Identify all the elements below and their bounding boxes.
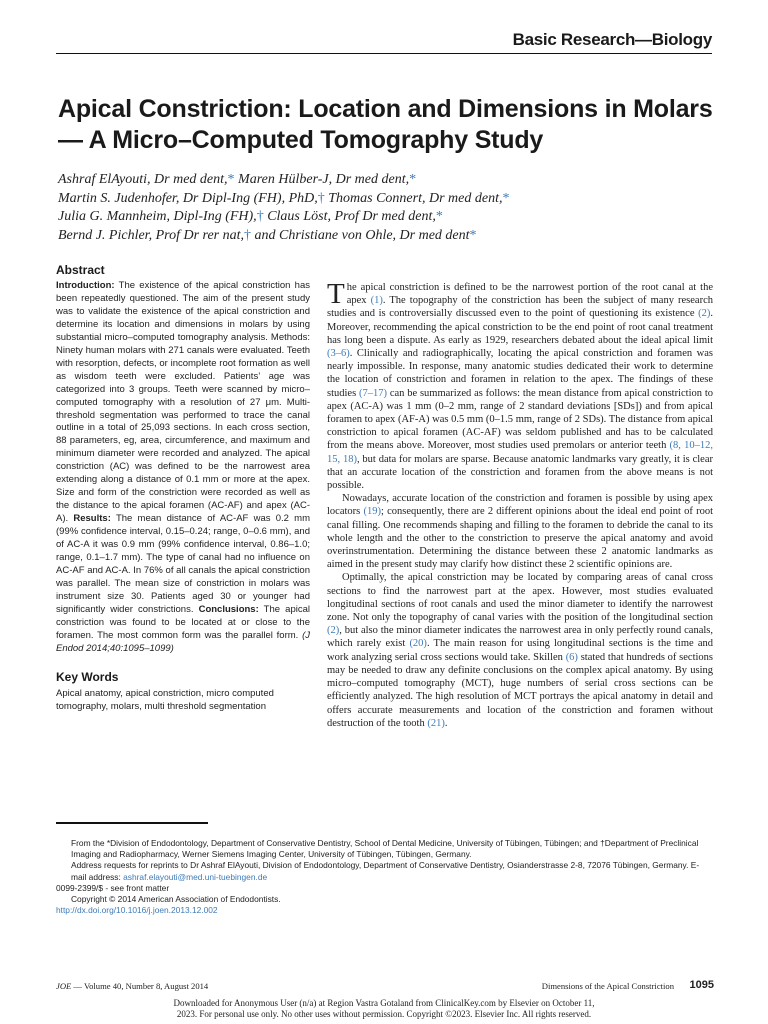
results-text: The mean distance of AC-AF was 0.2 mm (99% confidence interval, 0.15–0.24; range, 0–0.6 mm), and of AC-A it was 0.9 mm (99% confidence interval, 0.86–1.0; range, 0.1–1.7 mm). The type of canal had no influence on AC-AF and AC-A. In 76% of all canals the apical constriction was parallel. The mean size of constriction in molars was instrument size 30. Patients aged 30 or younger had significantly wider constrictions. xyxy=(56,513,310,615)
affiliation-mark[interactable]: * xyxy=(227,172,235,187)
download-notice xyxy=(0,998,768,1020)
paragraph-2 xyxy=(327,492,713,571)
author-list xyxy=(58,171,718,245)
reference-link[interactable]: (19) xyxy=(363,506,381,518)
text: Nowadays, accurate location of the constriction and foramen is possible by using apex locators xyxy=(327,493,713,518)
text: stated that hundreds of sections may be needed to draw any definite conclusions on the complex apical anatomy. By using micro–computed tomography (MCT), huge numbers of serial cross sections can be efficiently analyzed. The high resolution of MCT portrays the apical anatomy in detail and offers accurate measurements and location of the constriction and foramen without destruction of the tooth xyxy=(327,651,714,729)
reference-link[interactable]: (7–17) xyxy=(359,387,387,399)
journal-info xyxy=(56,981,208,991)
keywords-body: Apical anatomy, apical constriction, micro computed tomography, molars, multi threshold segmentation xyxy=(56,687,274,712)
doi-link[interactable]: http://dx.doi.org/10.1016/j.joen.2013.12.002 xyxy=(56,905,218,916)
author: Martin S. Judenhofer, Dr Dipl-Ing (FH), PhD, xyxy=(58,190,318,206)
author: and Christiane von Ohle, Dr med dent xyxy=(251,227,470,243)
reference-link[interactable]: (6) xyxy=(565,651,578,663)
reference-link[interactable]: (8, 10–12, 15, 18) xyxy=(327,440,714,465)
volume-info: — Volume 40, Number 8, August 2014 xyxy=(71,981,209,991)
affiliation-mark[interactable]: † xyxy=(317,190,325,206)
issn-note: 0099-2399/$ - see front matter xyxy=(56,882,170,893)
conclusions-label: Conclusions: xyxy=(193,603,259,615)
affiliation-mark[interactable]: * xyxy=(409,172,417,187)
author: Claus Löst, Prof Dr med dent, xyxy=(263,209,436,225)
text: . The topography of the constriction has been the subject of many research studies and is controversially discussed even to the point of questioning its existence xyxy=(327,295,713,320)
affiliation-mark[interactable]: * xyxy=(469,227,477,243)
affiliation-mark[interactable]: * xyxy=(502,190,510,206)
page-footer xyxy=(56,979,714,993)
reference-link[interactable]: (1) xyxy=(370,295,383,307)
journal-abbrev: JOE xyxy=(56,981,72,991)
text: . Clinically and radiographically, locating the apical constriction and foramen was nearly impossible. In response, many anatomic studies dedicated their work to determine the location of constriction and foramen in relation to the apex. The findings of these studies xyxy=(327,348,713,399)
reference-link[interactable]: (20) xyxy=(409,638,427,650)
text: can be summarized as follows: the mean distance from apical constriction to apex (AC-A) was 1 mm (0–2 mm, range of 2 standard deviations [SDs]) and from apical foramen to apex (AF-A) was 0.5 mm (0–1.5 mm, range of 2 SDs). The distance from apical constriction to apical foramen (AC-AF) was seldom published and has to be calculated from the means above. Moreover, most studies used premolars or anterior teeth xyxy=(327,387,713,452)
reference-link[interactable]: (2) xyxy=(698,308,711,320)
text: , but also the minor diameter indicates the narrowest area in only perfectly round canals, which rarely exist xyxy=(327,625,713,650)
text: Address requests for reprints to Dr Ashraf ElAyouti, Division of Endodontology, Department of Conservative Dentistry, Osianderstrasse 2-8, 72076 Tübingen, Germany. E-mail address: xyxy=(71,860,700,882)
author: Bernd J. Pichler, Prof Dr rer nat, xyxy=(58,227,244,243)
download-line: 2023. For personal use only. No other uses without permission. Copyright ©2023. Elsevier Inc. All rights reserved. xyxy=(176,1009,592,1019)
paragraph-1 xyxy=(327,278,714,492)
author: Ashraf ElAyouti, Dr med dent, xyxy=(58,172,228,187)
right-column xyxy=(327,278,714,730)
section-header: Basic Research—Biology xyxy=(56,30,712,54)
copyright-note: Copyright © 2014 American Association of Endodontists. xyxy=(71,894,281,905)
author: Julia G. Mannheim, Dipl-Ing (FH), xyxy=(58,209,257,225)
page-number: 1095 xyxy=(689,979,714,991)
conclusions-text: The apical constriction was found to be located at or close to the foramen. The most common form was the parallel form. xyxy=(56,603,310,641)
text: . The main reason for using longitudinal sections is the time and work analyzing serial cross sections would take. Skillen xyxy=(327,638,713,663)
text: he apical constriction is defined to be the narrowest portion of the root canal at the apex xyxy=(346,282,713,307)
reference-link[interactable]: (2) xyxy=(327,625,340,637)
author: Maren Hülber-J, Dr med dent, xyxy=(234,172,410,187)
affiliation-note: From the *Division of Endodontology, Department of Conservative Dentistry, School of Dental Medicine, University of Tübingen, Tübingen; and †Department of Preclinical Imaging and Radiopharmacy, Werner Siemens Imaging Center, University of Tübingen, Tübingen, Germany. xyxy=(71,838,699,860)
author: Thomas Connert, Dr med dent, xyxy=(324,190,503,206)
affiliation-mark[interactable]: † xyxy=(244,227,251,243)
abstract-heading: Abstract xyxy=(56,263,105,277)
article-title: Apical Constriction: Location and Dimensions in Molars— A Micro–Computed Tomography Study xyxy=(58,95,713,154)
intro-label: Introduction: xyxy=(56,280,115,291)
text: ; consequently, there are 2 different opinions about the ideal end point of root canal filling. One recommends shaping and filling to the foramen to debride the canal to its whole length and the other to the constriction to preserve the apical anatomy and avoid overinstrumentation. Determining the distance between these 2 anatomic landmarks as aimed in the present study may clarify how distinct these 2 scientific opinions are. xyxy=(327,506,713,571)
text: Optimally, the apical constriction may be located by comparing areas of canal cross sections to find the narrowest part at the apex. However, most studies evaluated longitudinal sections of root canals and used the minor diameter to identify the narrowest zone. Not only the topography of canal varies with the position of the longitudinal section xyxy=(327,572,713,624)
drop-cap: T xyxy=(327,278,345,310)
affiliation-mark[interactable]: † xyxy=(256,209,264,225)
intro-text: The existence of the apical constriction has been repeatedly questioned. The aim of the present study was to validate the existence of the apical constriction and determine its location and dimensions in molars by using substantial micro–computed tomography analysis. Methods: Ninety human molars with 271 canals were evaluated. Teeth with resorption, defects, or incomplete root formation as well as wisdom teeth were excluded. Patients’ age was categorized into 3 groups. Teeth were scanned by micro–computed tomography with a resolution of 27 μm. Multi-threshold segmentation was performed to trace the canal outline in a total of 25,093 sections. In each cross section, 88 parameters, eg, area, circumference, and maximum and minimum diameter were recorded and analyzed. The apical constriction (AC) was defined to be the narrowest area extending along a distance of 0.1 mm or more at the apex. Size and form of the constriction were recorded as well as the distance to the apical foramen (AC-AF) and apex (AC-A). xyxy=(56,280,310,525)
footnotes xyxy=(56,838,714,916)
reference-link[interactable]: (21) xyxy=(427,717,445,729)
paragraph-3 xyxy=(327,571,713,729)
reference-link[interactable]: (3–6) xyxy=(327,348,350,360)
citation: (J Endod 2014;40:1095–1099) xyxy=(56,629,311,654)
footnote-divider xyxy=(56,822,208,824)
running-title: Dimensions of the Apical Constriction xyxy=(541,981,674,991)
text: . Moreover, recommending the apical constriction to be the end point of root canal treatment has long been a dispute. As early as 1929, researchers debated about the ideal apical limit xyxy=(327,308,713,346)
abstract-body xyxy=(56,280,310,656)
results-label: Results: xyxy=(68,513,111,525)
email-link[interactable]: ashraf.elayouti@med.uni-tuebingen.de xyxy=(123,871,268,882)
reprint-note xyxy=(56,860,714,882)
text: . xyxy=(444,717,448,729)
text: , but data for molars are sparse. Because anatomic landmarks vary greatly, it is clear that an accurate location of the constriction and foramen from the above means is not possible. xyxy=(327,453,713,492)
download-line: Downloaded for Anonymous User (n/a) at Region Vastra Gotaland from ClinicalKey.com by Elsevier on October 11, xyxy=(173,998,595,1008)
left-column xyxy=(56,263,310,714)
affiliation-mark[interactable]: * xyxy=(435,209,443,225)
keywords-heading: Key Words xyxy=(56,669,119,684)
